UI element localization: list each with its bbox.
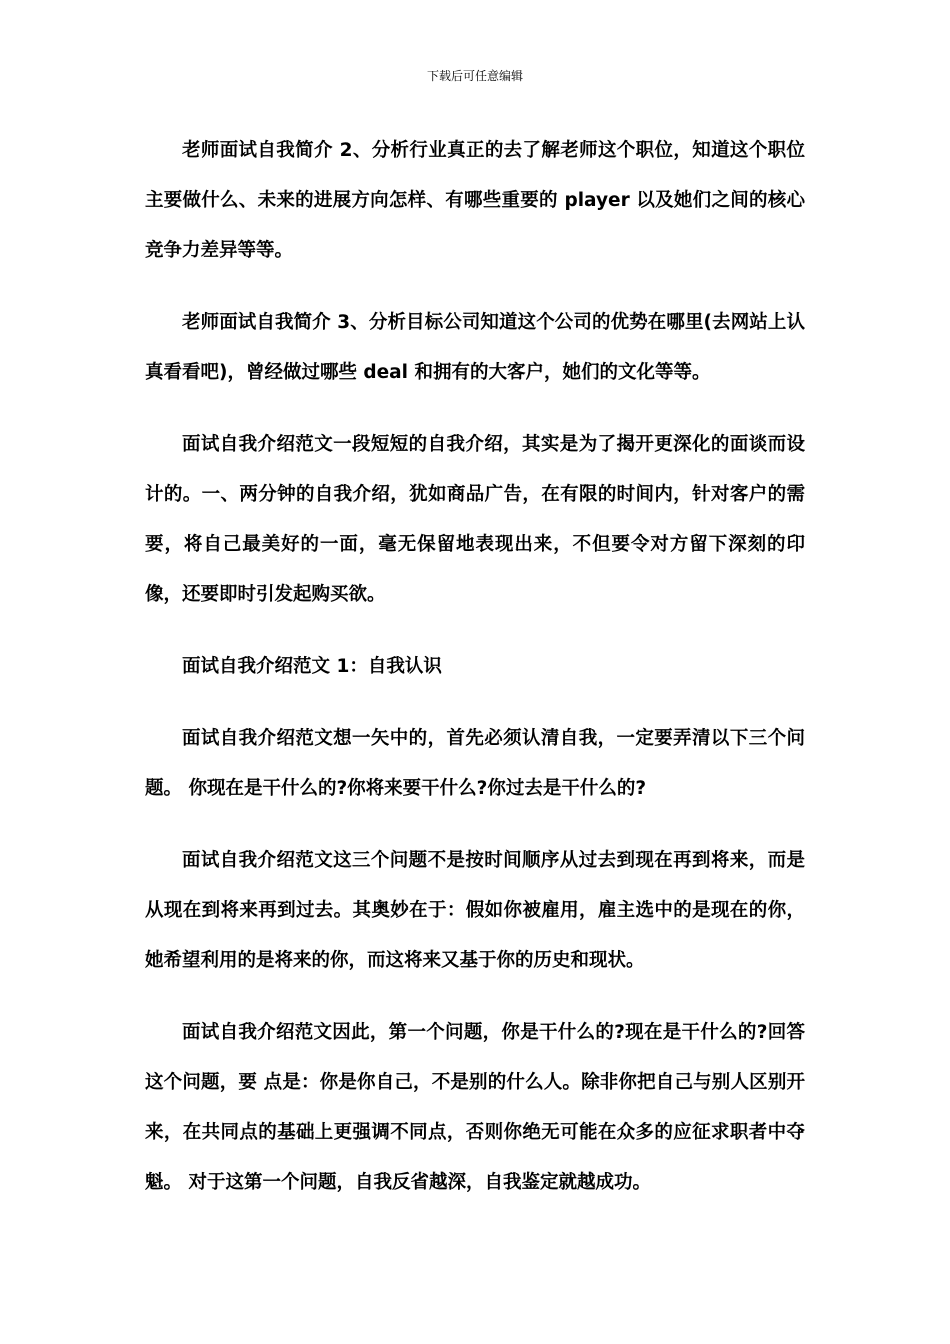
page-header-note: 下载后可任意编辑: [426, 69, 523, 83]
paragraph-first-question: 面试自我介绍范文因此，第一个问题，你是干什么的?现在是干什么的?回答这个问题，要 点是：你是你自己，不是别的什么人。除非你把自己与别人区别开 来，在共同点的基础上更强调不同点，否则你绝无可能在众多的应征求职者中夺魁。 对于这第一个问题，自我反省越深，自我鉴定就越成功。: [145, 1022, 805, 1193]
paragraph-question-order: 面试自我介绍范文这三个问题不是按时间顺序从过去到现在再到将来，而是从现在到将来再到过去。其奥妙在于：假如你被雇用，雇主选中的是现在的你，她希望利用的是将来的你，而这将来又基于你的历史和现状。: [145, 850, 805, 971]
document-body: [145, 126, 805, 1208]
paragraph-three-questions: 面试自我介绍范文想一矢中的，首先必须认清自我，一定要弄清以下三个问题。 你现在是干什么的?你将来要干什么?你过去是干什么的?: [145, 728, 805, 799]
paragraph-industry-analysis: 老师面试自我简介 2、分析行业真正的去了解老师这个职位，知道这个职位主要做什么、未来的进展方向怎样、有哪些重要的 player 以及她们之间的核心竞争力差异等等。: [145, 140, 805, 261]
paragraph-company-analysis: 老师面试自我简介 3、分析目标公司知道这个公司的优势在哪里(去网站上认真看看吧)，曾经做过哪些 deal 和拥有的大客户，她们的文化等等。: [145, 312, 805, 383]
section-heading-self-awareness: 面试自我介绍范文 1：自我认识: [182, 656, 442, 677]
paragraph-self-intro-purpose: 面试自我介绍范文一段短短的自我介绍，其实是为了揭开更深化的面谈而设计的。一、两分钟的自我介绍，犹如商品广告，在有限的时间内，针对客户的需要，将自己最美好的一面，毫无保留地表现出来，不但要令对方留下深刻的印像，还要即时引发起购买欲。: [145, 434, 805, 605]
